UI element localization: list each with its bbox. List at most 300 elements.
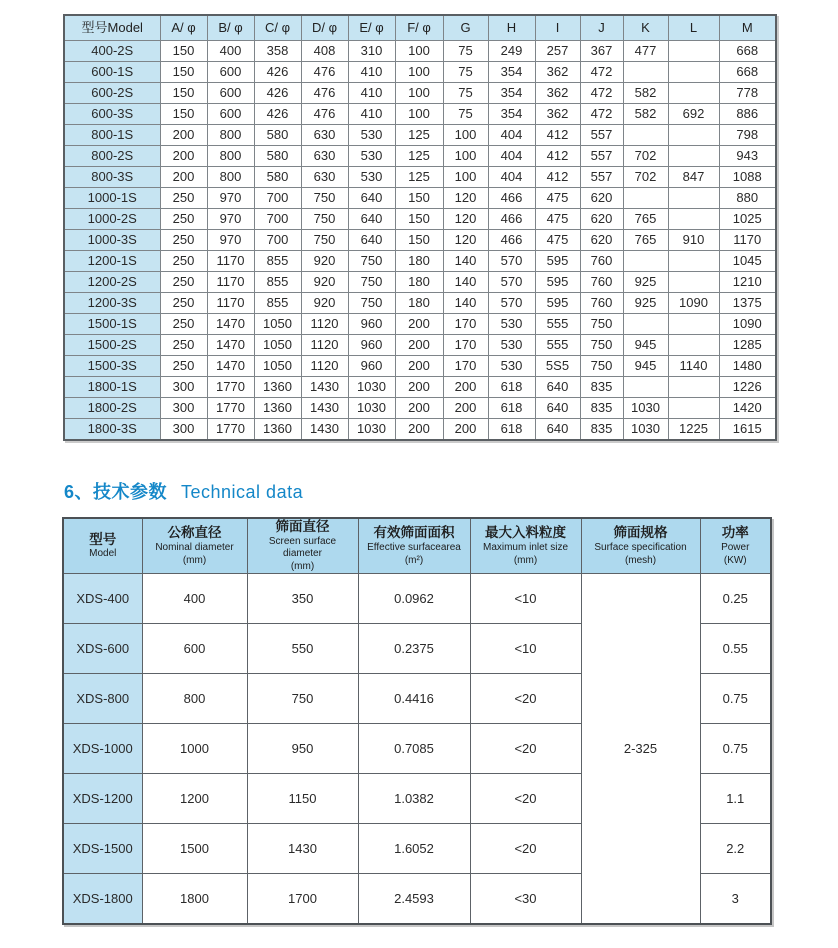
- table-cell: 150: [395, 230, 443, 251]
- table-cell: 476: [301, 83, 348, 104]
- table-cell: 640: [535, 419, 580, 441]
- table-cell: 640: [348, 188, 395, 209]
- table-cell: 668: [719, 62, 776, 83]
- column-header: G: [443, 15, 488, 41]
- table-cell: 180: [395, 251, 443, 272]
- table-cell: 250: [160, 272, 207, 293]
- table-cell: 410: [348, 104, 395, 125]
- model-cell: 1000-3S: [64, 230, 160, 251]
- table-cell: 150: [160, 104, 207, 125]
- table-cell: 75: [443, 41, 488, 62]
- table-cell: 100: [443, 167, 488, 188]
- nominal-diameter-cell: 1200: [142, 774, 247, 824]
- table-cell: 1480: [719, 356, 776, 377]
- table-cell: 557: [580, 167, 623, 188]
- table-cell: 700: [254, 230, 301, 251]
- table-cell: 477: [623, 41, 668, 62]
- screen-diameter-cell: 550: [247, 624, 358, 674]
- table-cell: 125: [395, 167, 443, 188]
- model-cell: 400-2S: [64, 41, 160, 62]
- table-cell: 692: [668, 104, 719, 125]
- table-cell: 310: [348, 41, 395, 62]
- column-header-cn: 公称直径: [167, 525, 222, 541]
- table-cell: [668, 398, 719, 419]
- table-cell: 412: [535, 167, 580, 188]
- table-cell: 362: [535, 104, 580, 125]
- section-heading-cn: 6、技术参数: [64, 482, 168, 502]
- table-cell: 1430: [301, 398, 348, 419]
- technical-header-row: [63, 518, 771, 574]
- effective-area-cell: 0.0962: [358, 574, 470, 624]
- column-header-cn: 筛面规格: [613, 525, 668, 541]
- model-cell: 1500-1S: [64, 314, 160, 335]
- model-cell: 1200-2S: [64, 272, 160, 293]
- table-cell: 75: [443, 104, 488, 125]
- column-header: I: [535, 15, 580, 41]
- table-cell: 1285: [719, 335, 776, 356]
- table-cell: 466: [488, 209, 535, 230]
- table-cell: 249: [488, 41, 535, 62]
- table-cell: 970: [207, 230, 254, 251]
- column-header-unit: (mm): [290, 560, 315, 572]
- table-cell: 760: [580, 272, 623, 293]
- table-cell: 970: [207, 209, 254, 230]
- table-cell: 426: [254, 104, 301, 125]
- column-header-unit: (mm): [182, 554, 207, 566]
- table-cell: 1615: [719, 419, 776, 441]
- table-cell: 945: [623, 356, 668, 377]
- table-cell: 180: [395, 293, 443, 314]
- power-cell: 0.75: [700, 724, 771, 774]
- table-cell: 800: [207, 125, 254, 146]
- table-cell: 410: [348, 83, 395, 104]
- table-row: [64, 188, 776, 209]
- table-cell: 100: [395, 104, 443, 125]
- table-cell: 530: [488, 314, 535, 335]
- column-header: [358, 518, 470, 574]
- table-cell: [668, 272, 719, 293]
- column-header: [142, 518, 247, 574]
- table-row: [64, 125, 776, 146]
- table-cell: 600: [207, 62, 254, 83]
- table-cell: 760: [580, 293, 623, 314]
- model-cell: 800-3S: [64, 167, 160, 188]
- table-row: [64, 272, 776, 293]
- model-cell: 1000-2S: [64, 209, 160, 230]
- table-cell: 1770: [207, 377, 254, 398]
- screen-diameter-cell: 1150: [247, 774, 358, 824]
- column-header-en: Model: [89, 548, 117, 560]
- table-row: [64, 230, 776, 251]
- table-cell: 100: [443, 125, 488, 146]
- max-inlet-cell: <20: [470, 724, 581, 774]
- table-cell: 125: [395, 146, 443, 167]
- model-cell: XDS-1800: [63, 874, 142, 925]
- table-cell: 1030: [623, 419, 668, 441]
- table-cell: 150: [160, 83, 207, 104]
- table-cell: [668, 62, 719, 83]
- table-cell: 620: [580, 209, 623, 230]
- column-header: C/ φ: [254, 15, 301, 41]
- table-cell: [668, 146, 719, 167]
- table-cell: 943: [719, 146, 776, 167]
- table-cell: 250: [160, 293, 207, 314]
- table-cell: 250: [160, 209, 207, 230]
- table-cell: 200: [160, 146, 207, 167]
- table-cell: 170: [443, 314, 488, 335]
- power-cell: 0.55: [700, 624, 771, 674]
- table-cell: [623, 125, 668, 146]
- dimension-table: [63, 14, 777, 441]
- nominal-diameter-cell: 1800: [142, 874, 247, 925]
- table-cell: 404: [488, 146, 535, 167]
- table-cell: 476: [301, 104, 348, 125]
- table-cell: [623, 251, 668, 272]
- table-cell: 300: [160, 398, 207, 419]
- model-cell: 600-1S: [64, 62, 160, 83]
- table-cell: 475: [535, 188, 580, 209]
- table-cell: 250: [160, 188, 207, 209]
- model-cell: XDS-800: [63, 674, 142, 724]
- nominal-diameter-cell: 400: [142, 574, 247, 624]
- table-cell: 170: [443, 335, 488, 356]
- table-cell: 75: [443, 83, 488, 104]
- table-row: [64, 314, 776, 335]
- table-cell: 1025: [719, 209, 776, 230]
- table-cell: 200: [443, 377, 488, 398]
- column-header: 型号Model: [64, 15, 160, 41]
- screen-diameter-cell: 1430: [247, 824, 358, 874]
- table-cell: 530: [348, 167, 395, 188]
- table-cell: 1770: [207, 398, 254, 419]
- model-cell: XDS-1500: [63, 824, 142, 874]
- column-header: [700, 518, 771, 574]
- table-cell: 620: [580, 230, 623, 251]
- table-cell: 400: [207, 41, 254, 62]
- table-row: [64, 83, 776, 104]
- model-cell: 1200-3S: [64, 293, 160, 314]
- table-cell: 120: [443, 188, 488, 209]
- table-cell: 1140: [668, 356, 719, 377]
- table-cell: 404: [488, 125, 535, 146]
- table-cell: 1170: [207, 293, 254, 314]
- table-row: [64, 251, 776, 272]
- column-header: K: [623, 15, 668, 41]
- table-cell: 472: [580, 83, 623, 104]
- table-cell: 778: [719, 83, 776, 104]
- model-cell: 1800-1S: [64, 377, 160, 398]
- table-cell: [668, 41, 719, 62]
- table-cell: 466: [488, 230, 535, 251]
- table-cell: 580: [254, 125, 301, 146]
- table-cell: 1120: [301, 335, 348, 356]
- table-row: [64, 41, 776, 62]
- max-inlet-cell: <10: [470, 574, 581, 624]
- table-cell: 800: [207, 146, 254, 167]
- nominal-diameter-cell: 600: [142, 624, 247, 674]
- table-cell: 100: [395, 62, 443, 83]
- table-cell: 180: [395, 272, 443, 293]
- table-cell: 640: [535, 398, 580, 419]
- dimension-header-row: [64, 15, 776, 41]
- table-cell: 466: [488, 188, 535, 209]
- model-cell: 1000-1S: [64, 188, 160, 209]
- table-cell: 200: [395, 377, 443, 398]
- column-header-unit: (mesh): [624, 554, 657, 566]
- dimension-table-header: [64, 15, 776, 41]
- table-cell: 1470: [207, 356, 254, 377]
- effective-area-cell: 2.4593: [358, 874, 470, 925]
- table-cell: 1030: [348, 377, 395, 398]
- table-cell: 855: [254, 293, 301, 314]
- max-inlet-cell: <20: [470, 824, 581, 874]
- table-cell: 765: [623, 209, 668, 230]
- column-header-en: Maximum inlet size: [482, 542, 569, 554]
- table-cell: 408: [301, 41, 348, 62]
- column-header-unit: (KW): [723, 554, 747, 566]
- table-cell: 200: [443, 398, 488, 419]
- table-cell: 920: [301, 293, 348, 314]
- table-cell: 1090: [719, 314, 776, 335]
- table-cell: 250: [160, 230, 207, 251]
- model-cell: XDS-1200: [63, 774, 142, 824]
- nominal-diameter-cell: 1000: [142, 724, 247, 774]
- table-cell: 855: [254, 251, 301, 272]
- screen-diameter-cell: 1700: [247, 874, 358, 925]
- table-cell: 1050: [254, 314, 301, 335]
- table-cell: [623, 314, 668, 335]
- table-cell: 150: [395, 209, 443, 230]
- table-cell: 1375: [719, 293, 776, 314]
- table-cell: 1050: [254, 335, 301, 356]
- table-cell: 630: [301, 146, 348, 167]
- table-cell: 1050: [254, 356, 301, 377]
- table-cell: 404: [488, 167, 535, 188]
- table-cell: 668: [719, 41, 776, 62]
- table-cell: 700: [254, 209, 301, 230]
- table-cell: 100: [443, 146, 488, 167]
- table-cell: 1770: [207, 419, 254, 441]
- effective-area-cell: 1.0382: [358, 774, 470, 824]
- table-cell: 1226: [719, 377, 776, 398]
- table-cell: 920: [301, 251, 348, 272]
- table-cell: 886: [719, 104, 776, 125]
- model-cell: 600-2S: [64, 83, 160, 104]
- table-cell: 5S5: [535, 356, 580, 377]
- table-cell: [668, 251, 719, 272]
- table-cell: 847: [668, 167, 719, 188]
- table-cell: [668, 83, 719, 104]
- column-header: [581, 518, 700, 574]
- section-heading-en: Technical data: [181, 482, 304, 502]
- table-cell: 75: [443, 62, 488, 83]
- effective-area-cell: 0.7085: [358, 724, 470, 774]
- column-header: F/ φ: [395, 15, 443, 41]
- table-cell: 555: [535, 335, 580, 356]
- model-cell: 800-2S: [64, 146, 160, 167]
- table-cell: 595: [535, 272, 580, 293]
- technical-data-table: [62, 517, 772, 925]
- table-cell: 1030: [623, 398, 668, 419]
- table-row: [64, 167, 776, 188]
- table-cell: 557: [580, 146, 623, 167]
- table-row: [63, 574, 771, 624]
- table-cell: 426: [254, 83, 301, 104]
- table-cell: 700: [254, 188, 301, 209]
- table-cell: 750: [301, 188, 348, 209]
- column-header-en: Nominal diameter: [155, 542, 234, 554]
- table-cell: 618: [488, 377, 535, 398]
- column-header: [63, 518, 142, 574]
- table-cell: 600: [207, 83, 254, 104]
- table-cell: 582: [623, 83, 668, 104]
- table-cell: 925: [623, 272, 668, 293]
- table-cell: 945: [623, 335, 668, 356]
- table-cell: 354: [488, 104, 535, 125]
- table-cell: 1430: [301, 419, 348, 441]
- technical-table-header: [63, 518, 771, 574]
- screen-diameter-cell: 950: [247, 724, 358, 774]
- model-cell: XDS-1000: [63, 724, 142, 774]
- table-row: [64, 293, 776, 314]
- table-cell: 910: [668, 230, 719, 251]
- table-cell: 200: [160, 125, 207, 146]
- table-cell: 475: [535, 230, 580, 251]
- table-cell: 1088: [719, 167, 776, 188]
- model-cell: XDS-400: [63, 574, 142, 624]
- table-cell: [668, 125, 719, 146]
- table-cell: 750: [580, 335, 623, 356]
- column-header: L: [668, 15, 719, 41]
- table-cell: 1210: [719, 272, 776, 293]
- table-cell: 800: [207, 167, 254, 188]
- dimension-table-body: [64, 41, 776, 441]
- table-cell: 300: [160, 377, 207, 398]
- table-cell: 472: [580, 104, 623, 125]
- max-inlet-cell: <20: [470, 774, 581, 824]
- effective-area-cell: 0.4416: [358, 674, 470, 724]
- table-cell: 600: [207, 104, 254, 125]
- table-cell: 1045: [719, 251, 776, 272]
- table-cell: 960: [348, 356, 395, 377]
- table-cell: 555: [535, 314, 580, 335]
- table-cell: 358: [254, 41, 301, 62]
- table-cell: 200: [395, 398, 443, 419]
- table-cell: 618: [488, 419, 535, 441]
- table-cell: 1470: [207, 335, 254, 356]
- table-cell: 362: [535, 62, 580, 83]
- max-inlet-cell: <10: [470, 624, 581, 674]
- table-cell: 476: [301, 62, 348, 83]
- table-cell: 410: [348, 62, 395, 83]
- table-cell: [668, 209, 719, 230]
- table-cell: [623, 377, 668, 398]
- table-cell: 702: [623, 146, 668, 167]
- table-cell: 765: [623, 230, 668, 251]
- model-cell: 1200-1S: [64, 251, 160, 272]
- table-cell: 750: [301, 230, 348, 251]
- table-cell: 750: [348, 293, 395, 314]
- table-cell: 100: [395, 41, 443, 62]
- power-cell: 3: [700, 874, 771, 925]
- table-cell: 582: [623, 104, 668, 125]
- table-cell: 557: [580, 125, 623, 146]
- table-cell: 580: [254, 146, 301, 167]
- table-cell: 250: [160, 251, 207, 272]
- table-cell: [668, 377, 719, 398]
- table-cell: 640: [348, 230, 395, 251]
- table-cell: 100: [395, 83, 443, 104]
- table-cell: 880: [719, 188, 776, 209]
- column-header-unit: (m²): [404, 554, 424, 566]
- column-header-cn: 最大入料粒度: [485, 525, 566, 541]
- table-row: [64, 335, 776, 356]
- column-header-en: Screen surface diameter: [268, 535, 337, 560]
- table-cell: 412: [535, 125, 580, 146]
- table-cell: 1030: [348, 419, 395, 441]
- table-cell: 200: [395, 356, 443, 377]
- table-cell: 475: [535, 209, 580, 230]
- column-header: M: [719, 15, 776, 41]
- column-header-cn: 功率: [721, 525, 749, 541]
- model-cell: 1800-2S: [64, 398, 160, 419]
- table-cell: 1430: [301, 377, 348, 398]
- table-cell: 1470: [207, 314, 254, 335]
- power-cell: 0.75: [700, 674, 771, 724]
- table-cell: 750: [580, 356, 623, 377]
- model-cell: 1800-3S: [64, 419, 160, 441]
- table-cell: 150: [160, 41, 207, 62]
- table-cell: 530: [348, 125, 395, 146]
- table-cell: 580: [254, 167, 301, 188]
- table-cell: 750: [348, 251, 395, 272]
- table-cell: 630: [301, 125, 348, 146]
- table-row: [64, 209, 776, 230]
- table-cell: 200: [395, 419, 443, 441]
- surface-spec-merged-cell: 2-325: [581, 574, 700, 925]
- table-cell: 354: [488, 62, 535, 83]
- table-cell: 640: [535, 377, 580, 398]
- table-cell: 354: [488, 83, 535, 104]
- table-cell: 250: [160, 356, 207, 377]
- table-cell: 835: [580, 398, 623, 419]
- max-inlet-cell: <20: [470, 674, 581, 724]
- column-header: B/ φ: [207, 15, 254, 41]
- section-heading: [64, 478, 303, 504]
- table-cell: 412: [535, 146, 580, 167]
- table-row: [64, 377, 776, 398]
- table-cell: 630: [301, 167, 348, 188]
- screen-diameter-cell: 350: [247, 574, 358, 624]
- table-cell: 855: [254, 272, 301, 293]
- column-header: E/ φ: [348, 15, 395, 41]
- model-cell: 600-3S: [64, 104, 160, 125]
- table-cell: 200: [395, 314, 443, 335]
- table-cell: 170: [443, 356, 488, 377]
- technical-table-body: [63, 574, 771, 925]
- table-row: [64, 398, 776, 419]
- table-cell: 1170: [719, 230, 776, 251]
- table-cell: 920: [301, 272, 348, 293]
- table-cell: 595: [535, 293, 580, 314]
- table-cell: 530: [488, 356, 535, 377]
- column-header-cn: 型号: [89, 531, 117, 547]
- table-cell: 570: [488, 251, 535, 272]
- table-cell: 960: [348, 335, 395, 356]
- table-cell: 140: [443, 293, 488, 314]
- table-cell: [623, 188, 668, 209]
- column-header-en: Power: [721, 542, 750, 554]
